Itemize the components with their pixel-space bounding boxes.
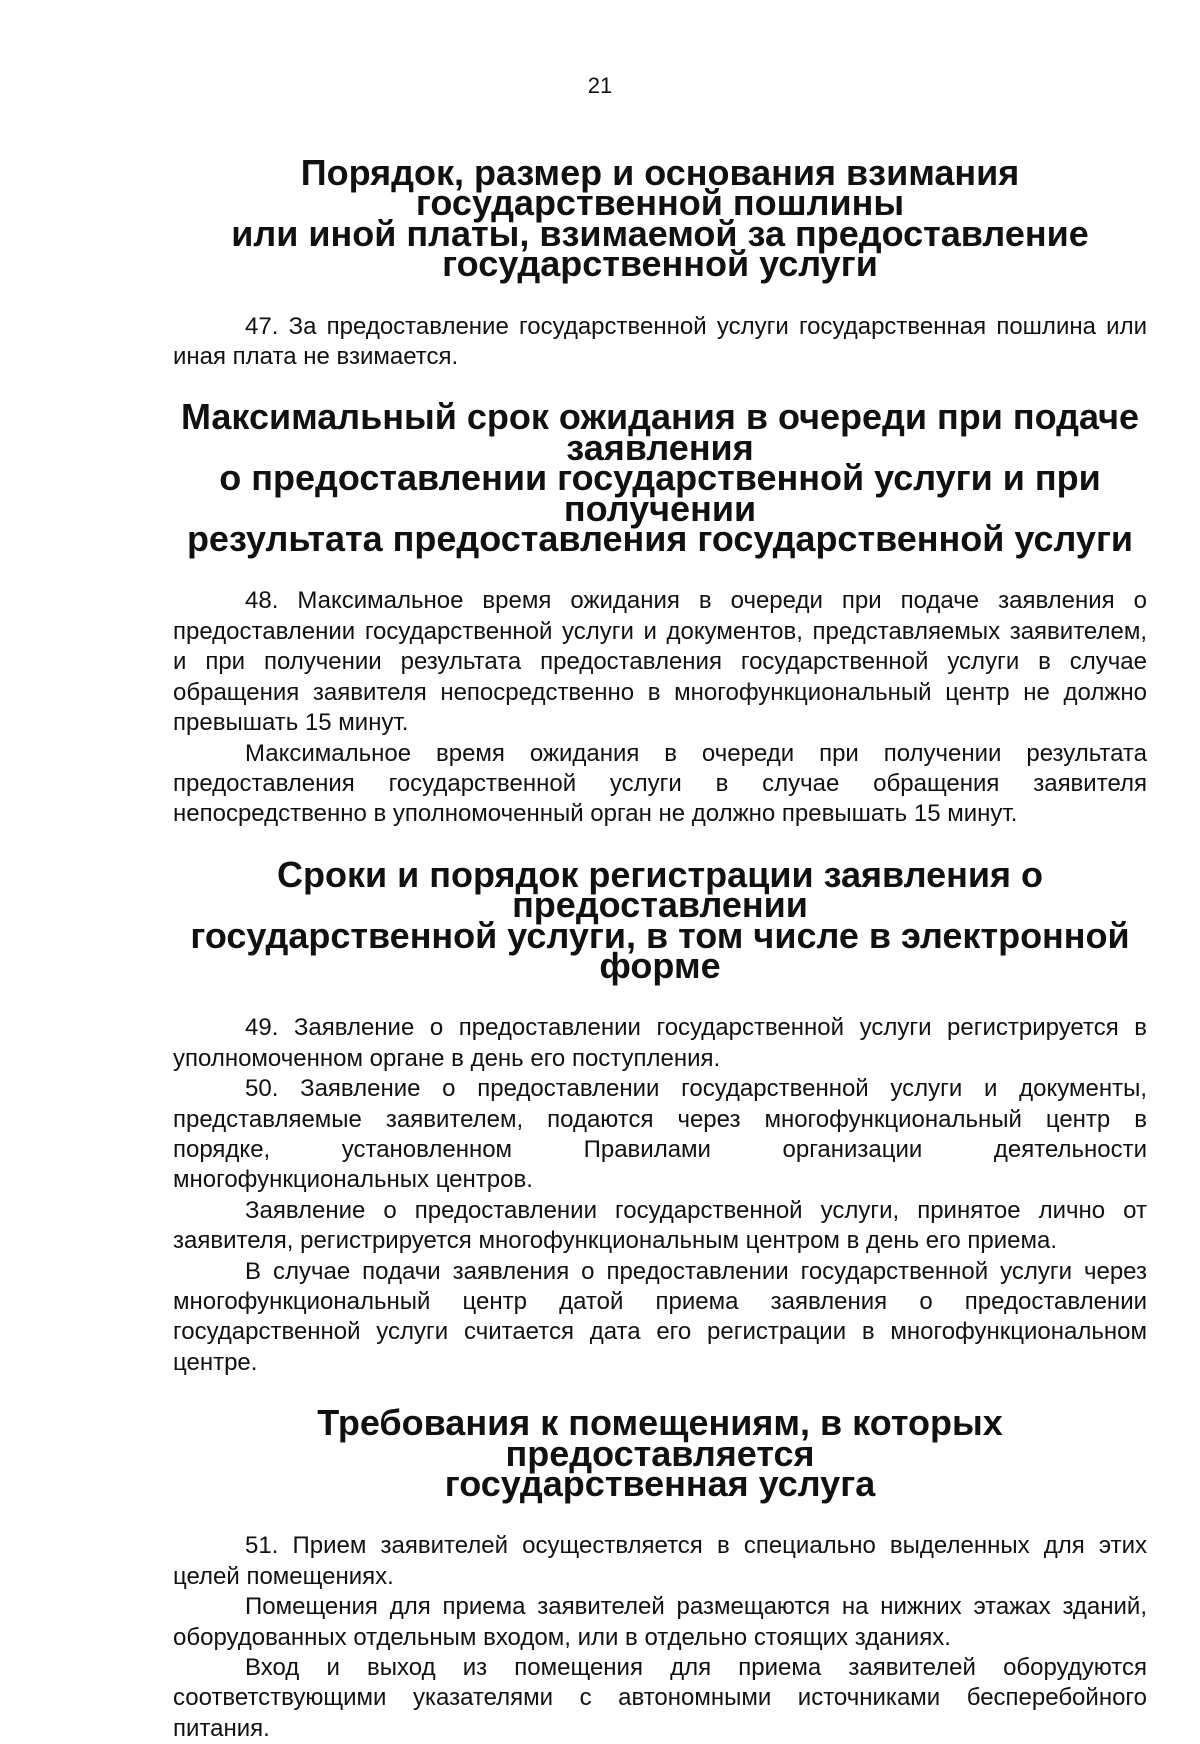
heading-line: государственная услуга	[444, 1463, 876, 1505]
page-number: 21	[587, 73, 613, 98]
heading-line: Сроки и порядок регистрации заявления о предоставлении	[277, 853, 1043, 926]
heading-line: государственной услуги	[442, 243, 878, 285]
paragraph: Максимальное время ожидания в очереди при получении результата предоставления государственной услуги в случае обращения заявителя непосредственно в уполномоченный орган не должно превышать 15 минут.	[173, 739, 1147, 828]
heading-line: государственной услуги, в том числе в электронной форме	[190, 914, 1130, 986]
section-registration	[173, 853, 1147, 1379]
section-queue-time	[173, 396, 1147, 829]
section-premises	[173, 1402, 1147, 1744]
paragraph: 47. За предоставление государственной услуги государственная пошлина или иная плата не взимается.	[173, 312, 1147, 371]
section-heading	[173, 396, 1147, 560]
heading-line: результата предоставления государственной услуги	[186, 518, 1134, 560]
heading-line: Порядок, размер и основания взимания государственной пошлины	[300, 152, 1020, 224]
section-heading	[173, 853, 1147, 986]
paragraph: В случае подачи заявления о предоставлении государственной услуги через многофункциональный центр датой приема заявления о предоставлении государственной услуги считается дата его регистрации в многофункциональном центре.	[173, 1257, 1147, 1376]
heading-line: о предоставлении государственной услуги и при получении	[219, 457, 1101, 529]
paragraph: Заявление о предоставлении государственной услуги, принятое лично от заявителя, регистрируется многофункциональным центром в день его приема.	[173, 1196, 1147, 1255]
heading-line: Требования к помещениям, в которых предоставляется	[317, 1402, 1003, 1474]
heading-line: или иной платы, взимаемой за предоставление	[231, 212, 1089, 254]
paragraph: 51. Прием заявителей осуществляется в специально выделенных для этих целей помещениях.	[173, 1532, 1147, 1590]
document-body	[173, 152, 1147, 1744]
paragraph: 49. Заявление о предоставлении государственной услуги регистрируется в уполномоченном органе в день его поступления.	[173, 1014, 1147, 1072]
paragraph: Вход и выход из помещения для приема заявителей оборудуются соответствующими указателями с автономными источниками бесперебойного питания.	[173, 1654, 1147, 1742]
paragraph: 50. Заявление о предоставлении государственной услуги и документы, представляемые заявителем, подаются через многофункциональный центр в порядке, установленном Правилами организации деятельности многофункциональных центров.	[173, 1075, 1147, 1194]
paragraph: 48. Максимальное время ожидания в очереди при подаче заявления о предоставлении государственной услуги и документов, представляемых заявителем, и при получении результата предоставления государственной услуги в случае обращения заявителя непосредственно в многофункциональный центр не должно превышать 15 минут.	[173, 587, 1147, 737]
paragraph: Помещения для приема заявителей размещаются на нижних этажах зданий, оборудованных отдельным входом, или в отдельно стоящих зданиях.	[173, 1593, 1147, 1651]
section-fee	[173, 152, 1147, 372]
heading-line: Максимальный срок ожидания в очереди при подаче заявления	[180, 396, 1140, 468]
section-heading	[173, 1402, 1147, 1505]
section-heading	[173, 152, 1147, 285]
